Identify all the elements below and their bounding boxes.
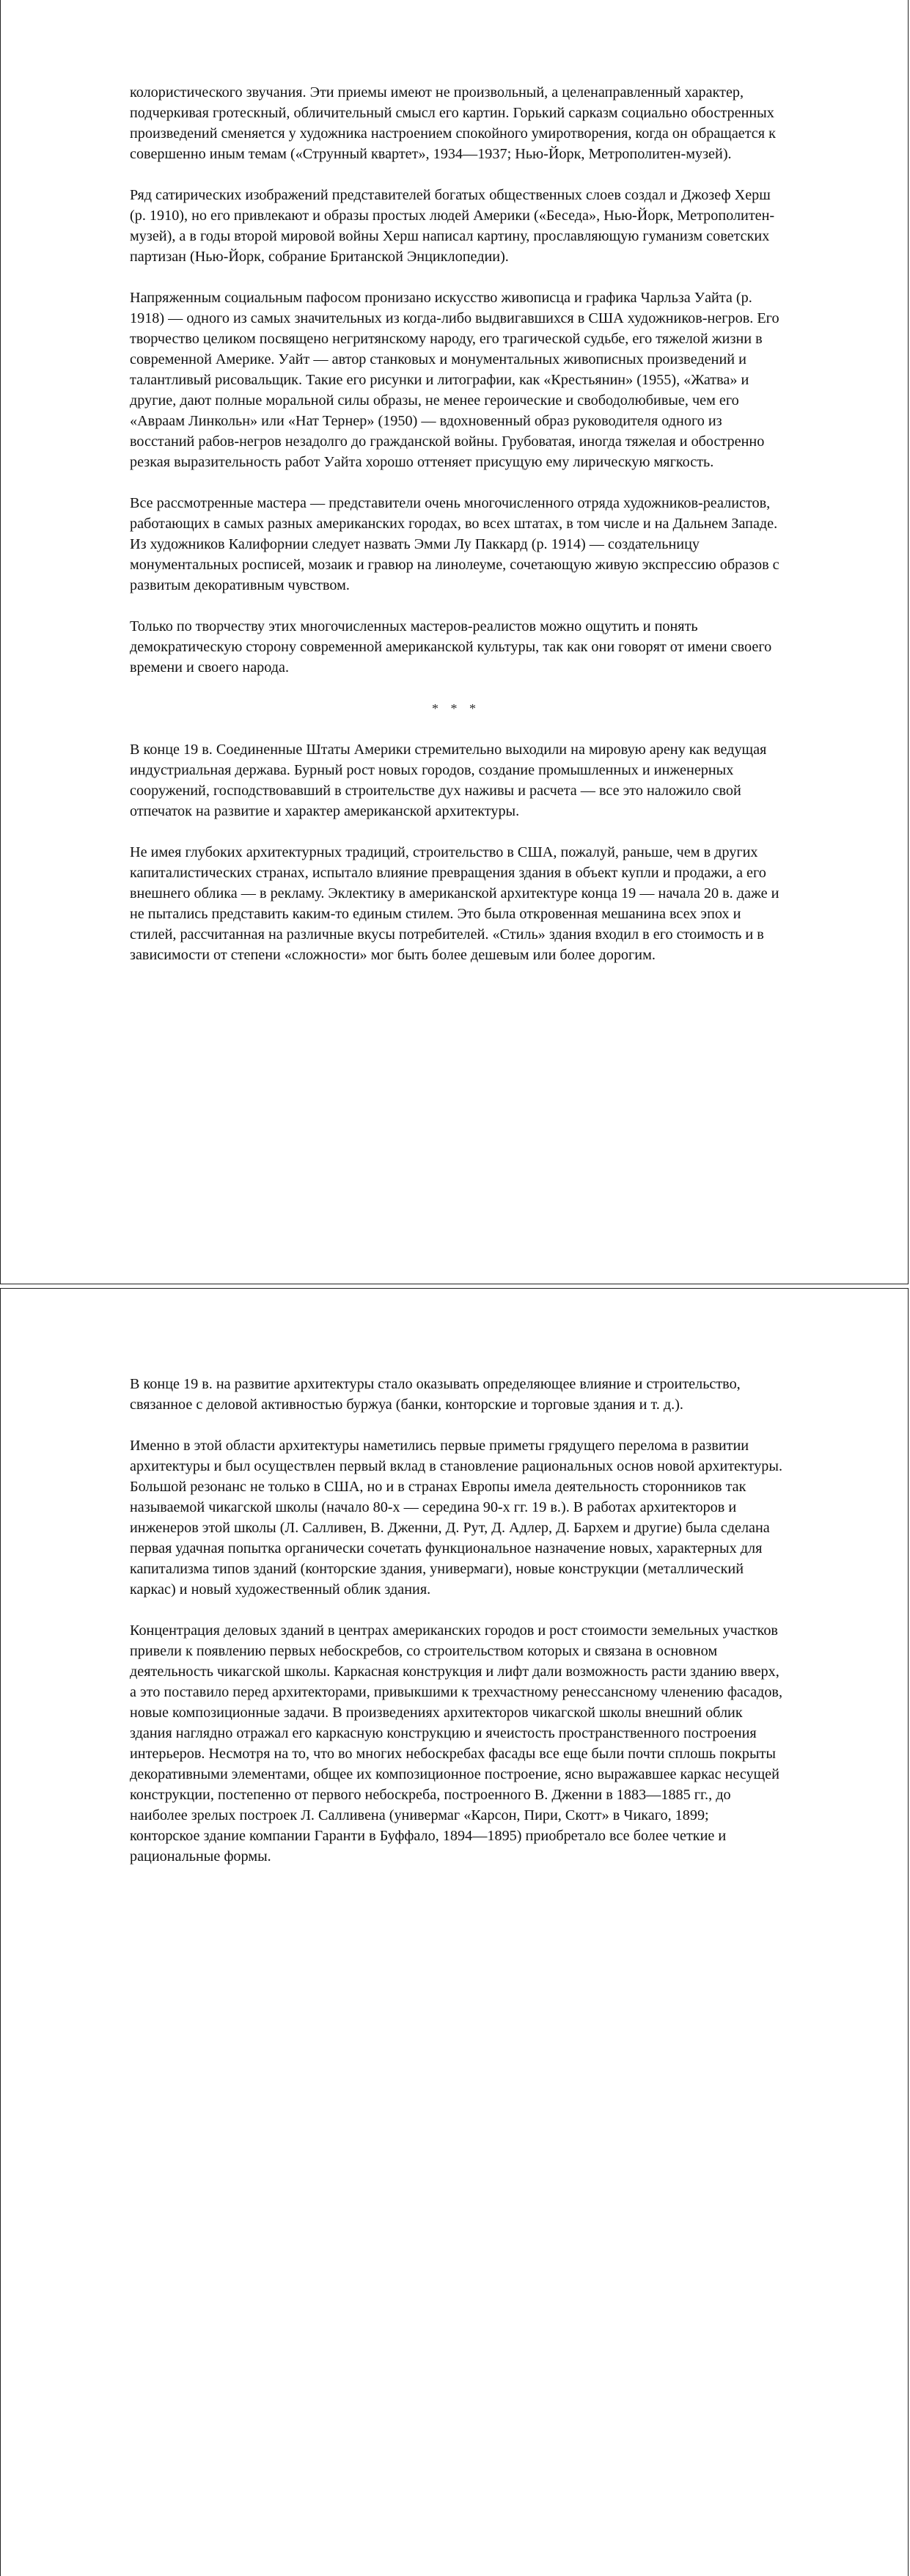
paragraph: Именно в этой области архитектуры наметились первые приметы грядущего перелома в развитии архитектуры и был осуществлен первый вклад в становление рациональных основ новой архитектуры. Большой резонанс не только в США, но и в странах Европы имела деятельность сторонников так называемой чикагской школы (начало 80-х — середина 90-х гг. 19 в.). В работах архитекторов и инженеров этой школы (Л. Салливен, В. Дженни, Д. Рут, Д. Адлер, Д. Бархем и другие) была сделана первая удачная попытка органически сочетать функциональное назначение новых, характерных для капитализма типов зданий (конторские здания, универмаги), новые конструкции (металлический каркас) и новый художественный облик здания. [130,1438,783,1598]
paragraph: В конце 19 в. на развитие архитектуры стало оказывать определяющее влияние и строительство, связанное с деловой активностью буржуа (банки, конторские и торговые здания и т. д.). [130,1376,741,1413]
section-separator: * * * [432,701,480,716]
paragraph: Не имея глубоких архитектурных традиций, строительство в США, пожалуй, раньше, чем в других капиталистических странах, испытало влияние превращения здания в объект купли и продажи, а его внешнего облика — в рекламу. Эклектику в американской архитектуре конца 19 — начала 20 в. даже и не пытались представить каким-то единым стилем. Это была откровенная мешанина всех эпох и стилей, рассчитанная на различные вкусы потребителей. «Стиль» здания входил в его стоимость и в зависимости от степени «сложности» мог быть более дешевым или более дорогим. [130,844,779,963]
document-page-1 [0,0,909,1284]
paragraph: В конце 19 в. Соединенные Штаты Америки стремительно выходили на мировую арену как ведущая индустриальная держава. Бурный рост новых городов, создание промышленных и инженерных сооружений, господствовавший в строительстве дух наживы и расчета — все это наложило свой отпечаток на развитие и характер американской архитектуры. [130,742,767,819]
paragraph: Напряженным социальным пафосом пронизано искусство живописца и графика Чарльза Уайта (р. 1918) — одного из самых значительных из когда-либо выдвигавшихся в США художников-негров. Его творчество целиком посвящено негритянскому народу, его трагической судьбе, его тяжелой жизни в современной Америке. Уайт — автор станковых и монументальных живописных произведений и талантливый рисовальщик. Такие его рисунки и литографии, как «Крестьянин» (1955), «Жатва» и другие, дают полные моральной силы образы, не менее героические и свободолюбивые, чем его «Авраам Линкольн» или «Нат Тернер» (1950) — вдохновенный образ руководителя одного из восстаний рабов-негров незадолго до гражданской войны. Грубоватая, иногда тяжелая и обостренно резкая выразительность работ Уайта хорошо оттеняет присущую ему лирическую мягкость. [130,290,779,470]
paragraph: Только по творчеству этих многочисленных мастеров-реалистов можно ощутить и понять демократическую сторону современной американской культуры, так как они говорят от имени своего времени и своего народа. [130,618,772,676]
document-page-2 [0,1288,909,2576]
paragraph: Ряд сатирических изображений представителей богатых общественных слоев создал и Джозеф Херш (р. 1910), но его привлекают и образы простых людей Америки («Беседа», Нью-Йорк, Метрополитен-музей), а в годы второй мировой войны Херш написал картину, прославляющую гуманизм советских партизан (Нью-Йорк, собрание Британской Энциклопедии). [130,187,775,265]
paragraph: Концентрация деловых зданий в центрах американских городов и рост стоимости земельных участков привели к появлению первых небоскребов, со строительством которых и связана в основном деятельность чикагской школы. Каркасная конструкция и лифт дали возможность расти зданию вверх, а это поставило перед архитекторами, привыкшими к трехчастному ренессансному членению фасадов, новые композиционные задачи. В произведениях архитекторов чикагской школы внешний облик здания наглядно отражал его каркасную конструкцию и ячеистость пространственного построения интерьеров. Несмотря на то, что во многих небоскребах фасады все еще были почти сплошь покрыты декоративными элементами, общее их композиционное построение, ясно выражавшее каркас несущей конструкции, постепенно от первого небоскреба, построенного В. Дженни в 1883—1885 гг., до наиболее зрелых построек Л. Салливена (универмаг «Карсон, Пири, Скотт» в Чикаго, 1899; конторское здание компании Гаранти в Буффало, 1894—1895) приобретало все более четкие и рациональные формы. [130,1622,783,1865]
paragraph: колористического звучания. Эти приемы имеют не произвольный, а целенаправленный характер, подчеркивая гротескный, обличительный смысл его картин. Горький сарказм социально обостренных произведений сменяется у художника настроением спокойного умиротворения, когда он обращается к совершенно иным темам («Струнный квартет», 1934—1937; Нью-Йорк, Метрополитен-музей). [130,84,776,162]
page-2-text-column [130,1374,782,1887]
paragraph: Все рассмотренные мастера — представители очень многочисленного отряда художников-реалистов, работающих в самых разных американских городах, во всех штатах, в том числе и на Дальнем Западе. Из художников Калифорнии следует назвать Эмми Лу Паккард (р. 1914) — создательницу монументальных росписей, мозаик и гравюр на линолеуме, сочетающую живую экспрессию образов с развитым декоративным чувством. [130,495,779,593]
page-1-text-column [130,82,782,986]
